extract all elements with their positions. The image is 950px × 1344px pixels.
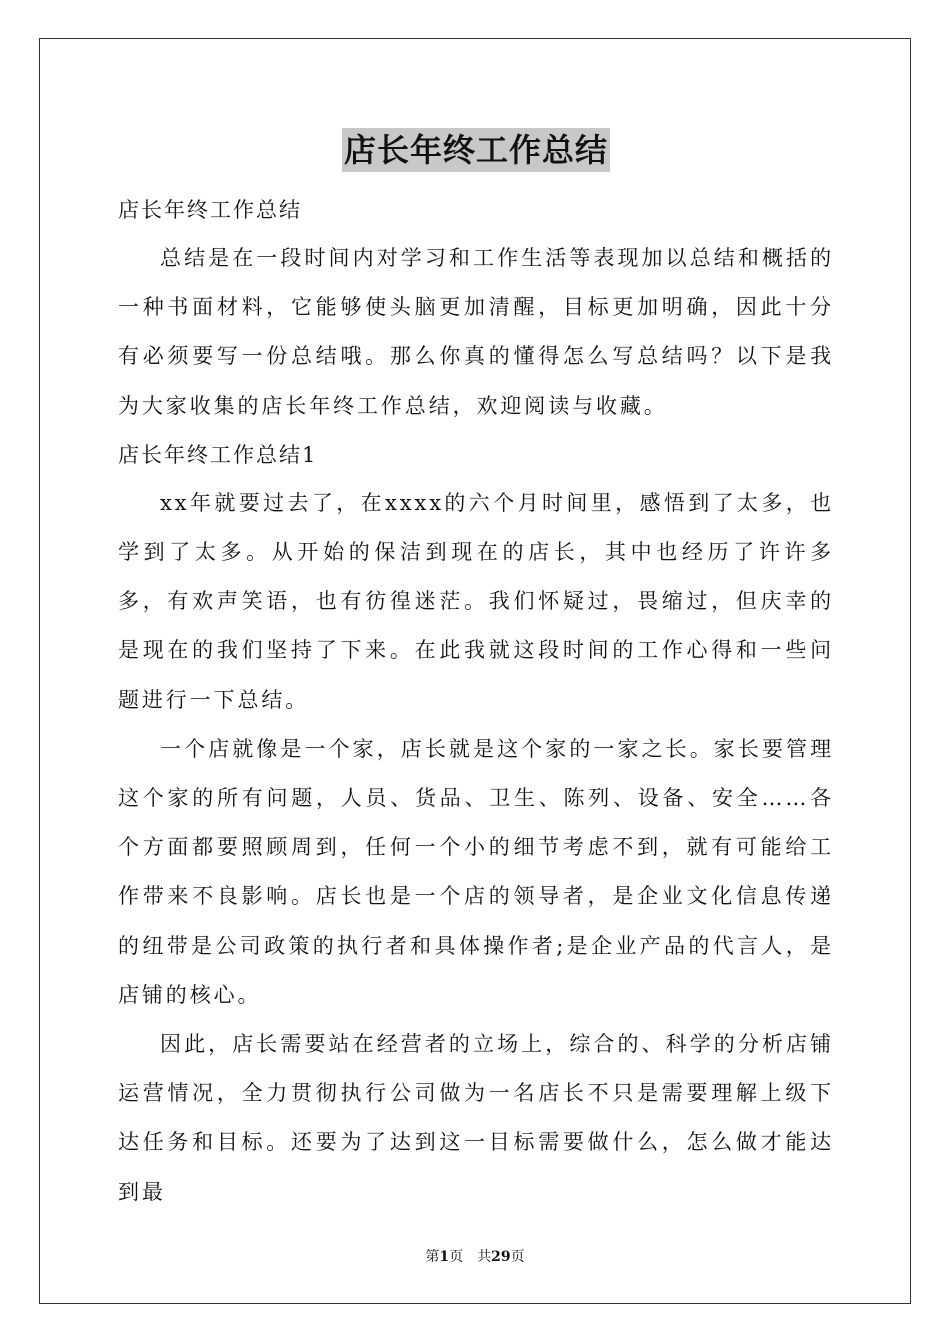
document-subtitle: 店长年终工作总结 bbox=[118, 198, 302, 222]
page-current: 1 bbox=[439, 1249, 450, 1265]
body-paragraph-1: xx年就要过去了，在xxxx的六个月时间里，感悟到了太多，也学到了太多。从开始的保洁到现在的店长，其中也经历了许许多多，有欢声笑语，也有彷徨迷茫。我们怀疑过，畏缩过，但庆幸的是现在的我们坚持了下来。在此我就这段时间的工作心得和一些问题进行一下总结。 bbox=[118, 490, 834, 712]
document-title-text: 店长年终工作总结 bbox=[342, 128, 610, 172]
intro-paragraph: 总结是在一段时间内对学习和工作生活等表现加以总结和概括的一种书面材料，它能够使头脑更加清醒，目标更加明确，因此十分有必须要写一份总结哦。那么你真的懂得怎么写总结吗？以下是我为大家收集的店长年终工作总结，欢迎阅读与收藏。 bbox=[118, 246, 834, 418]
page-total: 29 bbox=[491, 1249, 511, 1265]
page-prefix: 第 bbox=[425, 1249, 440, 1265]
document-title bbox=[118, 128, 834, 172]
page-footer bbox=[0, 1246, 950, 1266]
document-body bbox=[118, 128, 834, 1217]
page-suffix: 页 bbox=[510, 1249, 525, 1265]
body-paragraph-2: 一个店就像是一个家，店长就是这个家的一家之长。家长要管理这个家的所有问题，人员、货品、卫生、陈列、设备、安全……各个方面都要照顾周到，任何一个小的细节考虑不到，就有可能给工作带来不良影响。店长也是一个店的领导者，是企业文化信息传递的纽带是公司政策的执行者和具体操作者;是企业产品的代言人，是店铺的核心。 bbox=[118, 736, 834, 1007]
body-paragraph-3: 因此，店长需要站在经营者的立场上，综合的、科学的分析店铺运营情况，全力贯彻执行公司做为一名店长不只是需要理解上级下达任务和目标。还要为了达到这一目标需要做什么，怎么做才能达到最 bbox=[118, 1032, 834, 1204]
section-heading: 店长年终工作总结1 bbox=[118, 442, 318, 467]
page-mid: 页 共 bbox=[449, 1249, 492, 1265]
